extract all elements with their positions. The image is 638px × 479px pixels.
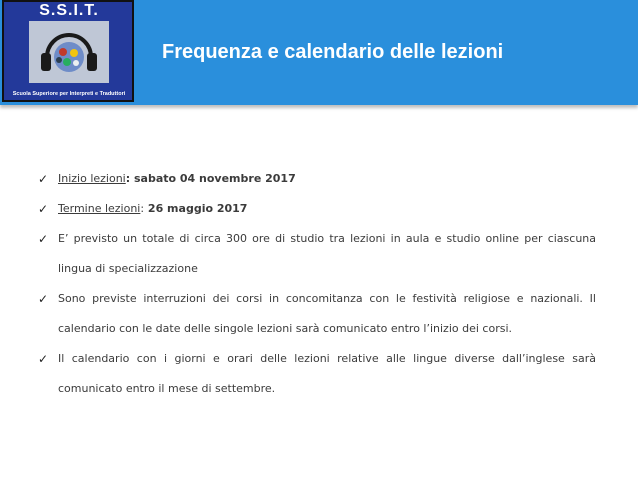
headphones-globe-icon: [29, 21, 109, 83]
item-text: E’ previsto un totale di circa 300 ore di studio tra lezioni in aula e studio online per ciascuna lingua di specializzazione: [58, 232, 596, 275]
check-icon: ✓: [38, 292, 49, 306]
item-label: Termine lezioni: [58, 202, 141, 215]
item-text: Il calendario con i giorni e orari delle lezioni relative alle lingue diverse dall’inglese sarà comunicato entro il mese di settembre.: [58, 352, 596, 395]
list-item: [38, 344, 596, 404]
header-bar: [0, 0, 638, 105]
item-separator: :: [140, 202, 145, 215]
list-item: [38, 284, 596, 344]
item-text: Sono previste interruzioni dei corsi in concomitanza con le festività religiose e nazionali. Il calendario con le date delle singole lezioni sarà comunicato entro l’inizio dei corsi.: [58, 292, 596, 335]
item-label: Inizio lezioni: [58, 172, 126, 185]
item-value: sabato 04 novembre 2017: [130, 172, 296, 185]
check-icon: ✓: [38, 232, 49, 246]
check-icon: ✓: [38, 172, 49, 186]
lesson-info-list: [38, 164, 596, 404]
list-item: [38, 224, 596, 284]
list-item: [38, 164, 596, 194]
check-icon: ✓: [38, 202, 49, 216]
item-value: 26 maggio 2017: [144, 202, 248, 215]
item-separator: :: [125, 172, 131, 185]
page-title: Frequenza e calendario delle lezioni: [162, 41, 504, 63]
logo-school-name: Scuola Superiore per Interpreti e Traduttori: [12, 91, 126, 97]
logo-acronym: S.S.I.T.: [39, 2, 99, 19]
check-icon: ✓: [38, 352, 49, 366]
list-item: [38, 194, 596, 224]
ssit-logo: [2, 0, 134, 102]
